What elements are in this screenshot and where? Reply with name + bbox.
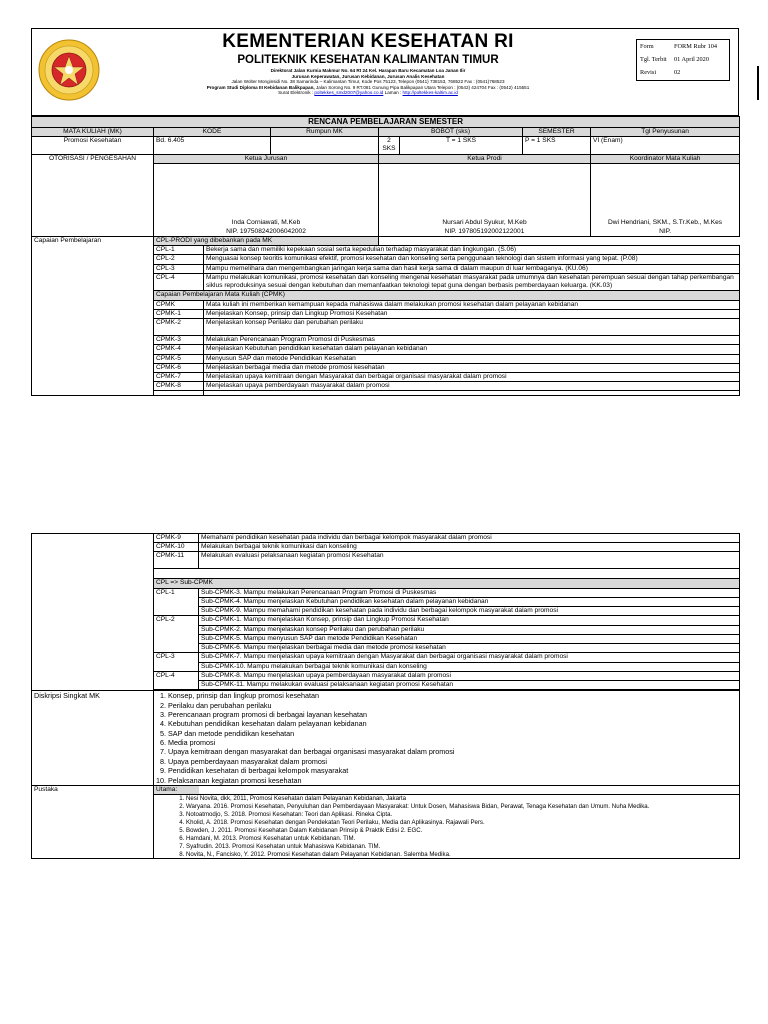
kp-nip: NIP. 197805192002122001: [444, 227, 525, 235]
cpl-code: CPL-4: [154, 273, 204, 290]
sub-cpmk-item: Sub-CPMK-9. Mampu memahami pendidikan kesehatan pada individu dan berbagai kelompok masyarakat dalam promosi: [199, 607, 740, 616]
rumpun-value: [271, 137, 379, 154]
list-item: 4. Kholid, A. 2018. Promosi Kesehatan dengan Pendekatan Teori Perilaku, Media dan Aplikasinya. Rajawali Pers.: [186, 819, 737, 827]
rps-table-2: [31, 533, 740, 859]
sub-cpmk-item: Sub-CPMK-3. Mampu melakukan Perencanaan Program Promosi di Puskesmas: [199, 588, 740, 597]
kp-name: Nursari Abdul Syukur, M.Keb: [442, 219, 527, 227]
list-item: 6. Media promosi: [168, 738, 737, 747]
school-title: POLITEKNIK KESEHATAN KALIMANTAN TIMUR: [237, 54, 499, 66]
list-item: 8. Novita, N., Fancisko, Y. 2012. Promosi Kesehatan dalam Pelayanan Kebidanan. Salemba Medika.: [186, 851, 737, 859]
cpmk-text: Melakukan Perencanaan Program Promosi di Puskesmas: [204, 336, 740, 345]
sks-value: 2 SKS: [379, 137, 400, 154]
directorate-line: Direktorat Jalan Kurnia Makmur No. 64 Rt 24 Kel. Harapan Baru Kecamatan Loa Janan Ilir: [270, 68, 466, 73]
t-value: T = 1 SKS: [400, 137, 523, 154]
sub-cpmk-item: Sub-CPMK-2. Mampu menjelaskan konsep Perilaku dan perubahan perilaku: [199, 625, 740, 634]
ketua-prodi-header: Ketua Prodi: [379, 154, 591, 163]
pustaka-list-cell: [154, 795, 740, 859]
list-item: 2. Waryana. 2016. Promosi Kesehatan, Penyuluhan dan Pemberdayaan Masyarakat: Untuk Dosen, Mahasiswa Bidan, Perawat, Tenaga Kesehatan dan Umum. Nuha Medika.: [186, 803, 737, 811]
sub-cpmk-item: Sub-CPMK-7. Mampu menjelaskan upaya kemitraan dengan Masyarakat dan berbagai organisasi masyarakat dalam promosi: [199, 653, 740, 662]
cpl-text: Menguasai konsep teoritis komunikasi efektif, promosi kesehatan dan konseling serta penggunaan teknologi dan sistem informasi yang tepat. (P.08): [204, 255, 740, 264]
cpmk-title: Capaian Pembelajaran Mata Kuliah (CPMK): [154, 291, 740, 300]
cpmk-text: Memahami pendidikan kesehatan pada individu dan berbagai kelompok masyarakat dalam promosi: [199, 534, 740, 543]
program-line: Program Studi Diploma III Kebidanan Balikpapan,: [206, 84, 315, 90]
cpmk-code: CPMK-1: [154, 309, 204, 318]
web-label: Laman :: [384, 90, 402, 96]
rps-title: RENCANA PEMBELAJARAN SEMESTER: [32, 117, 740, 128]
rps-page-1: [31, 28, 739, 396]
col-header-semester: SEMESTER: [523, 128, 591, 137]
cpmk-code: CPMK-11: [154, 552, 199, 569]
cpmk-text: Menjelaskan upaya pemberdayaan masyarakat dalam promosi: [204, 382, 740, 391]
form-key: Tgl. Terbit: [640, 56, 667, 63]
list-item: 7. Upaya kemitraan dengan masyarakat dan berbagai organisasi masyarakat dalam promosi: [168, 747, 737, 756]
koordinator-header: Koordinator Mata Kuliah: [591, 154, 740, 163]
spacer-cell: [154, 569, 740, 579]
cpmk-text: Menjelaskan berbagai media dan metode promosi kesehatan: [204, 363, 740, 372]
cpl-prodi-title: CPL-PRODI yang dibebankan pada MK: [154, 236, 379, 245]
capaian-label: Capaian Pembelajaran: [32, 236, 154, 396]
list-item: 7. Syafrudin. 2013. Promosi Kesehatan untuk Mahasiswa Kebidanan. TIM.: [186, 843, 737, 851]
list-item: 4. Kebutuhan pendidikan kesehatan dalam pelayanan kebidanan: [168, 719, 737, 728]
ketua-jurusan-header: Ketua Jurusan: [154, 154, 379, 163]
spacer-cell: [154, 391, 204, 396]
sub-cpmk-title-row: [154, 579, 740, 588]
rps-table-1: [31, 116, 740, 396]
cpmk-code: CPMK-8: [154, 382, 204, 391]
col-header-kode: KODE: [154, 128, 271, 137]
list-item: 8. Upaya pemberdayaan masyarakat dalam promosi: [168, 757, 737, 766]
sub-cpmk-item: Sub-CPMK-11. Mampu melakukan evaluasi pelaksanaan kegiatan promosi Kesehatan: [199, 681, 740, 690]
cpmk-text: Menjelaskan Kebutuhan pendidikan kesehatan dalam pelayanan kebidanan: [204, 345, 740, 354]
ko-name: Dwi Hendriani, SKM., S.Tr.Keb., M.Kes: [608, 219, 723, 227]
cpmk-code: CPMK-3: [154, 336, 204, 345]
mk-value: Promosi Kesehatan: [32, 137, 154, 154]
ministry-title: KEMENTERIAN KESEHATAN RI: [222, 31, 514, 52]
ketua-jurusan-signature: [154, 163, 379, 236]
list-item: 10. Pelaksanaan kegiatan promosi kesehatan: [168, 776, 737, 785]
col-header-bobot: BOBOT (sks): [379, 128, 523, 137]
cpl-text: Mampu melakukan komunikasi, promosi kesehatan dan konseling mengenai kesehatan masyarakat pada umumnya dan kesehatan perempuan sesuai dengan tahap perkembangan siklus reproduksinya sesuai dengan kebutuhan dan memanfaatkan teknologi tepat guna dengan berbasis pemberdayaan keluarga. (KK.03): [204, 273, 740, 290]
deskripsi-list-cell: [154, 691, 740, 786]
program-address: Jalan Sorong No. 9 RT.081 Gunung Pipa Balikpapan Utara Telepon : (0542) 424704 Fax : (0542) 415551: [315, 84, 530, 90]
list-item: 6. Hamdani, M. 2013. Promosi Kesehatan untuk Kebidanan. TIM.: [186, 835, 737, 843]
cpmk-text: Melakukan berbagai teknik komunikasi dan konseling: [199, 543, 740, 552]
list-item: 3. Perencanaan program promosi di berbagai layanan kesehatan: [168, 710, 737, 719]
sub-cpmk-item: Sub-CPMK-5. Mampu menyusun SAP dan metode Pendidikan Kesehatan: [199, 634, 740, 643]
sub-cpmk-title: CPL => Sub-CPMK: [154, 579, 384, 587]
kode-value: Bd. 6.405: [154, 137, 271, 154]
form-value: 01 April 2020: [674, 56, 709, 63]
blank-cell: [379, 236, 740, 245]
col-header-rumpun: Rumpun MK: [271, 128, 379, 137]
deskripsi-label: Diskripsi Singkat MK: [32, 691, 154, 786]
list-item: 1. Konsep, prinsip dan lingkup promosi kesehatan: [168, 691, 737, 700]
sub-cpl-code: CPL-3: [154, 653, 199, 671]
edge-marker: [757, 66, 759, 100]
sub-cpmk-item: Sub-CPMK-6. Mampu menjelaskan berbagai media dan metode promosi kesehatan: [199, 644, 740, 653]
cpmk-text: Menyusun SAP dan metode Pendidikan Kesehatan: [204, 354, 740, 363]
form-value: FORM Rubr 104: [674, 43, 718, 50]
sub-cpl-code: CPL-1: [154, 588, 199, 616]
koordinator-signature: [591, 163, 740, 236]
semester-value: VI (Enam): [591, 137, 740, 154]
cpmk-code: CPMK-2: [154, 319, 204, 336]
kj-nip: NIP. 197508242006042002: [226, 227, 306, 235]
form-key: Form: [640, 43, 654, 50]
cpl-text: Mampu memelihara dan mengembangkan jaringan kerja sama dan hasil kerja sama di dalam maupun di luar lembaganya. (KU.06): [204, 264, 740, 273]
cpmk-code: CPMK: [154, 300, 204, 309]
cpl-code: CPL-1: [154, 246, 204, 255]
list-item: 9. Pendidikan kesehatan di berbagai kelompok masyarakat: [168, 766, 737, 775]
list-item: 3. Notoatmodjo, S. 2018. Promosi Kesehatan: Teori dan Aplikasi. Rineka Cipta.: [186, 811, 737, 819]
cpl-code: CPL-3: [154, 264, 204, 273]
ko-nip: NIP.: [659, 227, 672, 235]
cpmk-text: Menjelaskan upaya kemitraan dengan Masyarakat dan berbagai organisasi masyarakat dalam promosi: [204, 372, 740, 381]
pustaka-label: Pustaka: [32, 785, 154, 859]
sub-cpmk-item: Sub-CPMK-10. Mampu melakukan berbagai teknik komunikasi dan konseling: [199, 662, 740, 671]
col-header-mk: MATA KULIAH (MK): [32, 128, 154, 137]
cpl-code: CPL-2: [154, 255, 204, 264]
cpmk-code: CPMK-7: [154, 372, 204, 381]
cpmk-text: Menjelaskan konsep Perilaku dan perubahan perilaku: [204, 319, 740, 336]
cpmk-code: CPMK-6: [154, 363, 204, 372]
cpmk-code: CPMK-4: [154, 345, 204, 354]
letterhead: [31, 28, 739, 116]
cpl-text: Bekerja sama dan memiliki kepekaan sosial serta kepedulian terhadap masyarakat dan lingkungan. (S.06): [204, 246, 740, 255]
kj-name: Inda Corniawati, M.Keb: [231, 219, 301, 227]
list-item: 2. Perilaku dan perubahan perilaku: [168, 701, 737, 710]
p-value: P = 1 SKS: [523, 137, 591, 154]
pustaka-utama: Utama:: [154, 785, 199, 794]
list-item: 1. Nesi Novita, dkk, 2011, Promosi Kesehatan dalam Pelayanan Kebidanan, Jakarta: [186, 795, 737, 803]
sub-cpmk-item: Sub-CPMK-1. Mampu menjelaskan Konsep, prinsip dan Lingkup Promosi Kesehatan: [199, 616, 740, 625]
blank-cell: [199, 785, 740, 794]
sub-cpl-code: CPL-4: [154, 671, 199, 689]
capaian-continued: [32, 534, 154, 691]
col-header-tgl: Tgl Penyusunan: [591, 128, 740, 137]
cpmk-code: CPMK-10: [154, 543, 199, 552]
form-key: Revisi: [640, 69, 657, 76]
ketua-prodi-signature: [379, 163, 591, 236]
list-item: 5. Bowden, J. 2011. Promosi Kesehatan Dalam Kebidanan Prinsip & Praktik Edisi 2. EGC.: [186, 827, 737, 835]
email-label: Surat Elektronik :: [278, 90, 314, 96]
rps-page-2: [31, 533, 739, 859]
cpmk-text: Menjelaskan Konsep, prinsip dan Lingkup Promosi Kesehatan: [204, 309, 740, 318]
cpmk-text: Mata kuliah ini memberikan kemampuan kepada mahasiswa dalam melakukan promosi kesehatan dalam pelayanan kebidanan: [204, 300, 740, 309]
cpmk-text: Melakukan evaluasi pelaksanaan kegiatan promosi Kesehatan: [199, 552, 740, 569]
sub-cpl-code: CPL-2: [154, 616, 199, 653]
deskripsi-list: [156, 691, 737, 785]
form-value: 02: [674, 69, 681, 76]
sub-cpmk-item: Sub-CPMK-4. Mampu menjelaskan Kebutuhan pendidikan kesehatan dalam pelayanan kebidanan: [199, 597, 740, 606]
sub-cpmk-item: Sub-CPMK-8. Mampu menjelaskan upaya pemberdayaan masyarakat dalam promosi: [199, 671, 740, 680]
cpmk-code: CPMK-9: [154, 534, 199, 543]
pustaka-list: [156, 795, 737, 858]
otorisasi-label: OTORISASI / PENGESAHAN: [32, 154, 154, 236]
form-info-box: [636, 39, 730, 81]
address-line: Jalan Wolter Monginsidi No. 38 Samarinda – Kalimantan Timur, Kode Pos 75123, Telepon (0541) 738153, 768522 Fax : (0541)768523: [231, 79, 505, 85]
poltekkes-logo-icon: [38, 39, 100, 101]
cpmk-code: CPMK-5: [154, 354, 204, 363]
departments-line: Jurusan Keperawatan, Jurusan Kebidanan, Jurusan Analis Kesehatan: [291, 73, 445, 79]
web-link[interactable]: http://poltekkes-kaltim.ac.id: [402, 90, 458, 96]
list-item: 5. SAP dan metode pendidikan kesehatan: [168, 729, 737, 738]
email-link[interactable]: poltekkes_smd2007@yahoo.co.id: [314, 90, 384, 96]
spacer-cell: [204, 391, 740, 396]
